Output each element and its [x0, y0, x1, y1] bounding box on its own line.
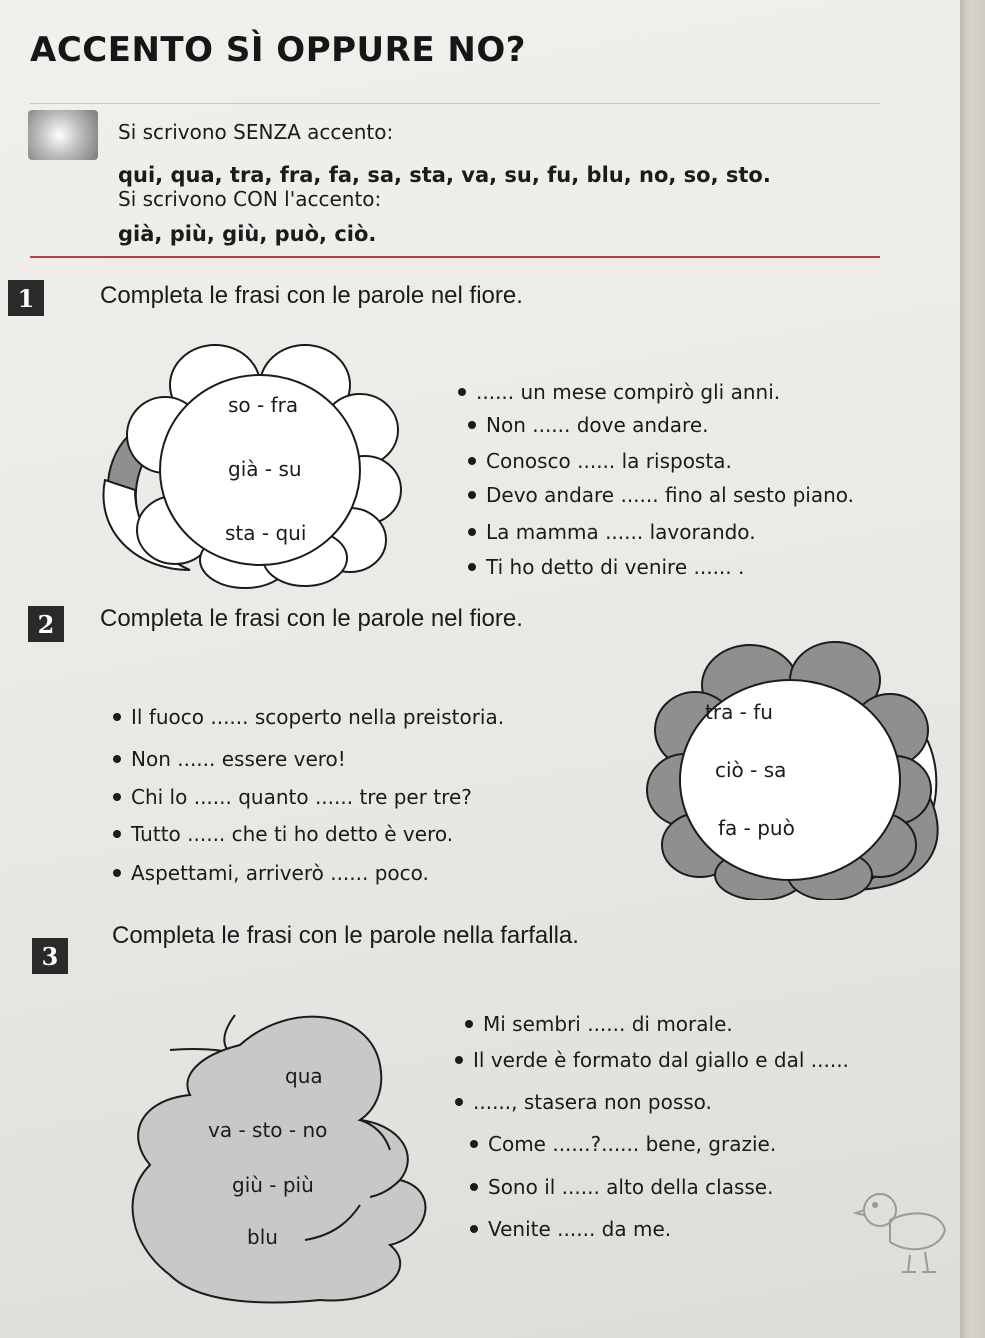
flower-2-word-2: ciò - sa	[715, 758, 787, 782]
ex3-sentence-1-text: Mi sembri ...... di morale.	[483, 1012, 733, 1036]
bullet	[468, 421, 476, 429]
ex1-sentence-5-text: La mamma ...... lavorando.	[486, 520, 756, 544]
bullet	[455, 1056, 463, 1064]
exercise-1-number: 1	[8, 280, 44, 316]
ex3-sentence-6-text: Venite ...... da me.	[488, 1217, 672, 1241]
bullet	[455, 1098, 463, 1106]
rule-with-label: Si scrivono CON l'accento:	[118, 187, 382, 211]
butterfly-word-1: qua	[285, 1064, 323, 1088]
ex1-sentence-2	[468, 413, 709, 437]
rule-with-words: già, più, giù, può, ciò.	[118, 222, 377, 246]
ex1-sentence-3-text: Conosco ...... la risposta.	[486, 449, 732, 473]
ex3-sentence-2	[455, 1048, 849, 1072]
bullet	[468, 563, 476, 571]
ex1-sentence-2-text: Non ...... dove andare.	[486, 413, 709, 437]
ex2-sentence-5-text: Aspettami, arriverò ...... poco.	[131, 861, 429, 885]
chick-icon	[850, 1180, 960, 1280]
exercise-1-instruction: Completa le frasi con le parole nel fiore.	[100, 282, 523, 309]
ex1-sentence-1	[458, 380, 780, 404]
bullet	[470, 1140, 478, 1148]
flower-1-word-1: so - fra	[228, 393, 299, 417]
ex2-sentence-1-text: Il fuoco ...... scoperto nella preistoria.	[131, 705, 505, 729]
ex1-sentence-3	[468, 449, 732, 473]
bullet	[113, 793, 121, 801]
flower-1-word-2: già - su	[228, 457, 302, 481]
bullet	[468, 457, 476, 465]
ex1-sentence-1-text: ...... un mese compirò gli anni.	[476, 380, 781, 404]
butterfly-illustration	[120, 1005, 470, 1325]
ex3-sentence-5	[470, 1175, 773, 1199]
butterfly-word-2: va - sto - no	[208, 1118, 328, 1142]
bullet	[470, 1183, 478, 1191]
flower-2-word-1: tra - fu	[705, 700, 773, 724]
page-edge	[960, 0, 985, 1338]
bullet	[465, 1020, 473, 1028]
flower-1-word-3: sta - qui	[225, 521, 307, 545]
ex2-sentence-4-text: Tutto ...... che ti ho detto è vero.	[131, 822, 454, 846]
ex1-sentence-6	[468, 555, 744, 579]
ex1-sentence-6-text: Ti ho detto di venire ...... .	[486, 555, 745, 579]
lightbulb-icon	[28, 110, 98, 160]
exercise-3-number: 3	[32, 938, 68, 974]
ex3-sentence-3-text: ......, stasera non posso.	[473, 1090, 712, 1114]
ex3-sentence-4	[470, 1132, 776, 1156]
ex1-sentence-4	[468, 483, 854, 507]
bullet	[113, 713, 121, 721]
ex3-sentence-5-text: Sono il ...... alto della classe.	[488, 1175, 774, 1199]
butterfly-word-3: giù - più	[232, 1173, 314, 1197]
ex1-sentence-4-text: Devo andare ...... fino al sesto piano.	[486, 483, 855, 507]
exercise-2-number: 2	[28, 606, 64, 642]
ex1-sentence-5	[468, 520, 756, 544]
bullet	[458, 388, 466, 396]
butterfly-word-4: blu	[247, 1225, 278, 1249]
bullet	[470, 1225, 478, 1233]
bullet	[468, 528, 476, 536]
flower-2-illustration	[640, 640, 960, 900]
ex3-sentence-1	[465, 1012, 733, 1036]
ex2-sentence-1	[113, 705, 504, 729]
ex2-sentence-5	[113, 861, 429, 885]
exercise-3-instruction: Completa le frasi con le parole nella farfalla.	[112, 922, 579, 949]
rule-without-label: Si scrivono SENZA accento:	[118, 120, 394, 144]
bullet	[113, 755, 121, 763]
ex3-sentence-4-text: Come ......?...... bene, grazie.	[488, 1132, 777, 1156]
page-title: ACCENTO SÌ OPPURE NO?	[30, 30, 526, 70]
ex2-sentence-4	[113, 822, 453, 846]
exercise-2-instruction: Completa le frasi con le parole nel fiore.	[100, 605, 523, 632]
ex3-sentence-3	[455, 1090, 712, 1114]
rule-without-words: qui, qua, tra, fra, fa, sa, sta, va, su, fu, blu, no, so, sto.	[118, 163, 771, 187]
ex3-sentence-6	[470, 1217, 671, 1241]
ex2-sentence-3-text: Chi lo ...... quanto ...... tre per tre?	[131, 785, 472, 809]
ex2-sentence-2	[113, 747, 346, 771]
bullet	[468, 491, 476, 499]
bullet	[113, 830, 121, 838]
ex2-sentence-3	[113, 785, 472, 809]
flower-2-word-3: fa - può	[718, 816, 795, 840]
ex2-sentence-2-text: Non ...... essere vero!	[131, 747, 346, 771]
ex3-sentence-2-text: Il verde è formato dal giallo e dal ......	[473, 1048, 849, 1072]
bullet	[113, 869, 121, 877]
